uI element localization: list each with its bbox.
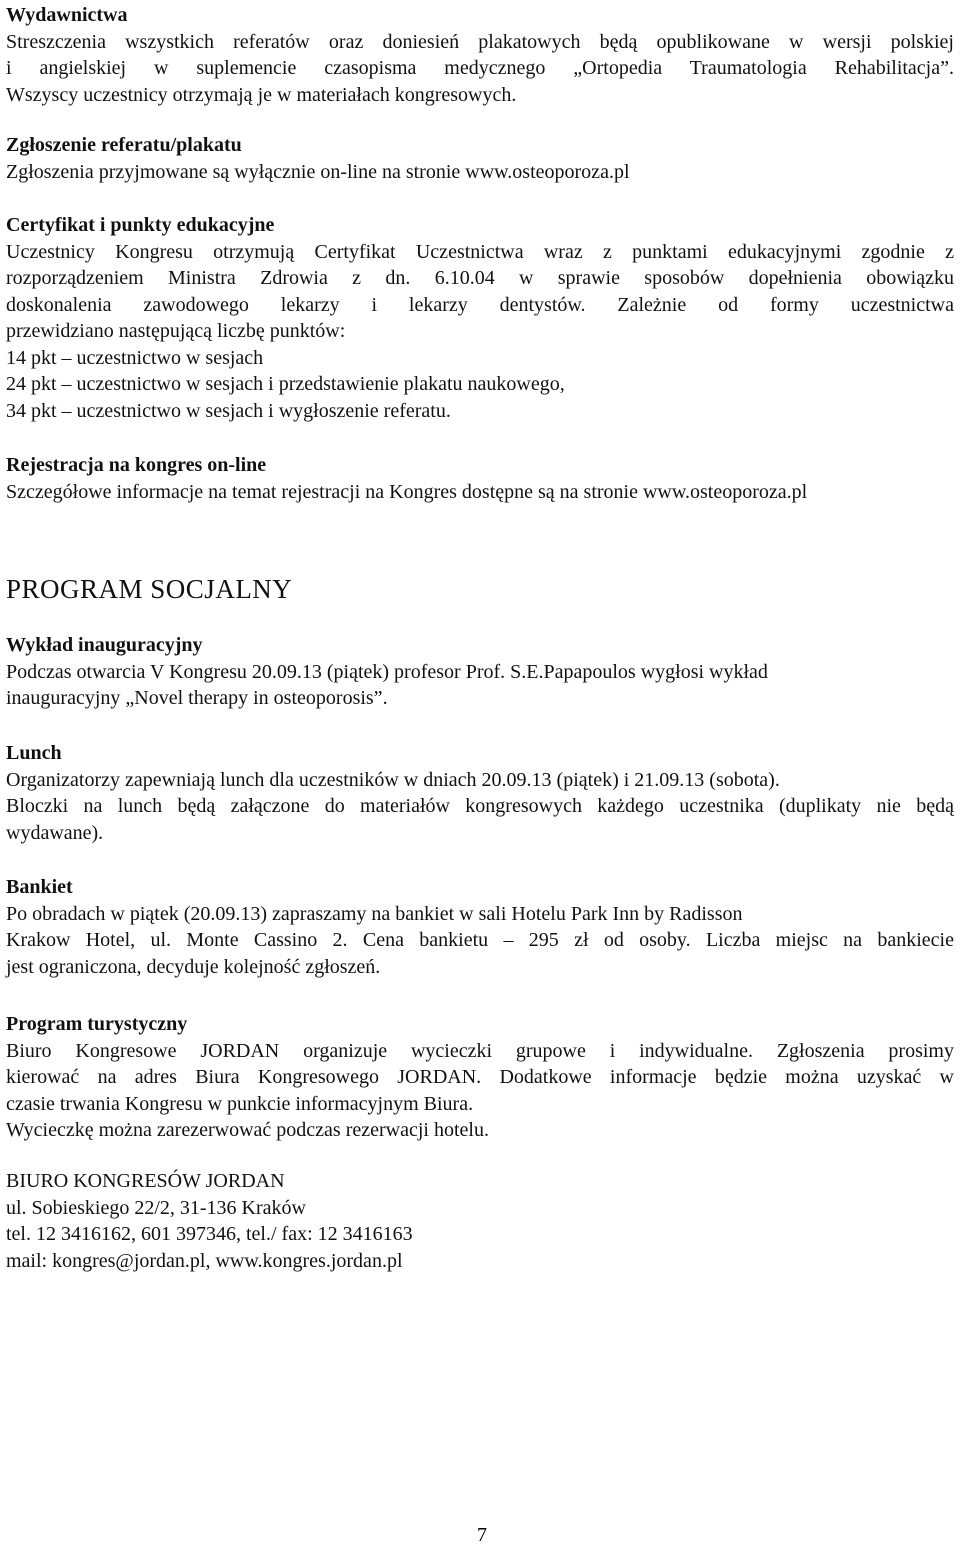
section-zgloszenie xyxy=(6,132,954,185)
paragraph-line: czasie trwania Kongresu w punkcie informacyjnym Biura. xyxy=(6,1092,474,1115)
paragraph-line: Wycieczkę można zarezerwować podczas rezerwacji hotelu. xyxy=(6,1119,489,1141)
paragraph-line: Podczas otwarcia V Kongresu 20.09.13 (piątek) profesor Prof. S.E.Papapoulos wygłosi wykład xyxy=(6,660,768,683)
page-number: 7 xyxy=(477,1524,487,1546)
program-title: PROGRAM SOCJALNY xyxy=(6,574,293,604)
section-wydawnictwa xyxy=(6,2,954,108)
paragraph-line: Po obradach w piątek (20.09.13) zapraszamy na bankiet w sali Hotelu Park Inn by Radisson xyxy=(6,902,743,925)
section-lunch xyxy=(6,740,954,846)
paragraph-line: przewidziano następującą liczbę punktów: xyxy=(6,320,346,342)
paragraph-line: Szczegółowe informacje na temat rejestracji na Kongres dostępne są na stronie www.osteoporoza.pl xyxy=(6,480,808,503)
paragraph-line: Krakow Hotel, ul. Monte Cassino 2. Cena bankietu – 295 zł od osoby. Liczba miejsc na bankiecie xyxy=(6,929,954,951)
paragraph-line: kierować na adres Biura Kongresowego JORDAN. Dodatkowe informacje będzie można uzyskać w xyxy=(6,1066,954,1088)
section-heading: Bankiet xyxy=(6,876,73,898)
section-heading: Wydawnictwa xyxy=(6,4,128,26)
section-heading: Zgłoszenie referatu/plakatu xyxy=(6,134,242,156)
biuro-phone: tel. 12 3416162, 601 397346, tel./ fax: 12 3416163 xyxy=(6,1223,413,1245)
points-item: 34 pkt – uczestnictwo w sesjach i wygłoszenie referatu. xyxy=(6,399,451,422)
section-heading: Lunch xyxy=(6,742,62,764)
section-heading: Certyfikat i punkty edukacyjne xyxy=(6,214,275,236)
paragraph-line: Wszyscy uczestnicy otrzymają je w materiałach kongresowych. xyxy=(6,83,517,106)
paragraph-line: Bloczki na lunch będą załączone do materiałów kongresowych każdego uczestnika (duplikaty nie będą xyxy=(6,795,954,817)
paragraph-line: i angielskiej w suplemencie czasopisma medycznego „Ortopedia Traumatologia Rehabilitacja”. xyxy=(6,57,954,79)
section-turystyczny xyxy=(6,1011,954,1144)
section-heading: Rejestracja na kongres on-line xyxy=(6,454,267,476)
section-certyfikat xyxy=(6,212,954,424)
paragraph-line: Streszczenia wszystkich referatów oraz doniesień plakatowych będą opublikowane w wersji polskiej xyxy=(6,30,954,53)
section-wyklad xyxy=(6,632,954,712)
points-item: 24 pkt – uczestnictwo w sesjach i przedstawienie plakatu naukowego, xyxy=(6,373,565,395)
section-bankiet xyxy=(6,874,954,980)
paragraph-line: Biuro Kongresowe JORDAN organizuje wycieczki grupowe i indywidualne. Zgłoszenia prosimy xyxy=(6,1039,954,1062)
section-heading: Wykład inauguracyjny xyxy=(6,634,203,656)
paragraph-line: rozporządzeniem Ministra Zdrowia z dn. 6.10.04 w sprawie sposobów dopełnienia obowiązku xyxy=(6,267,954,289)
points-item: 14 pkt – uczestnictwo w sesjach xyxy=(6,346,264,369)
biuro-name: BIURO KONGRESÓW JORDAN xyxy=(6,1170,285,1192)
paragraph-line: jest ograniczona, decyduje kolejność zgłoszeń. xyxy=(6,955,381,978)
paragraph-line: doskonalenia zawodowego lekarzy i lekarzy dentystów. Zależnie od formy uczestnictwa xyxy=(6,293,954,316)
paragraph-line: Organizatorzy zapewniają lunch dla uczestników w dniach 20.09.13 (piątek) i 21.09.13 (sobota). xyxy=(6,768,780,791)
section-heading: Program turystyczny xyxy=(6,1013,188,1035)
section-biuro xyxy=(6,1168,954,1274)
biuro-address: ul. Sobieskiego 22/2, 31-136 Kraków xyxy=(6,1196,306,1219)
paragraph-line: inauguracyjny „Novel therapy in osteoporosis”. xyxy=(6,687,388,709)
paragraph-line: wydawane). xyxy=(6,821,104,844)
biuro-mail: mail: kongres@jordan.pl, www.kongres.jordan.pl xyxy=(6,1249,403,1272)
paragraph-line: Uczestnicy Kongresu otrzymują Certyfikat Uczestnictwa wraz z punktami edukacyjnymi zgodnie z xyxy=(6,240,954,263)
section-rejestracja xyxy=(6,452,954,505)
paragraph-line: Zgłoszenia przyjmowane są wyłącznie on-line na stronie www.osteoporoza.pl xyxy=(6,160,630,183)
